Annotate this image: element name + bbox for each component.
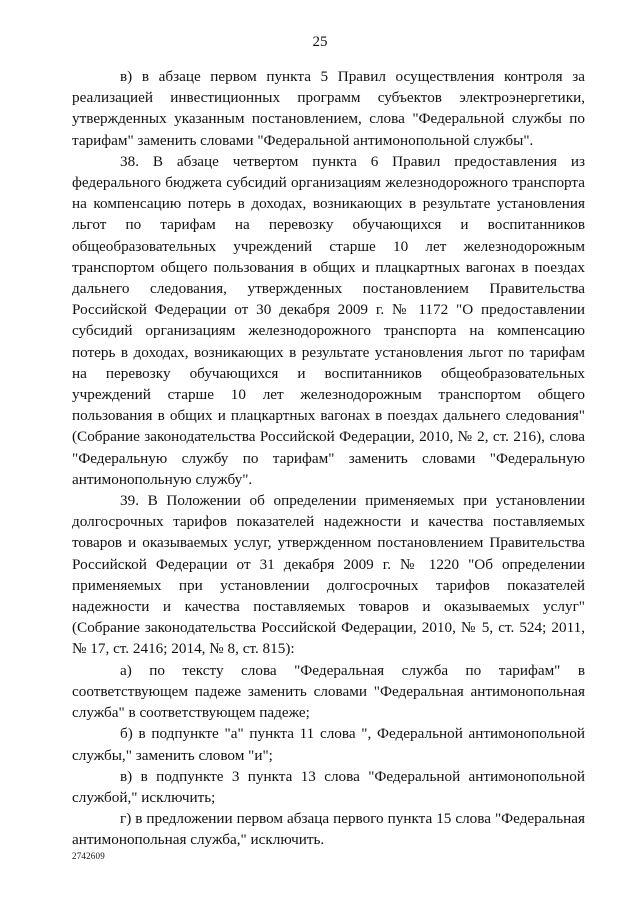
paragraph-37-v: в) в абзаце первом пункта 5 Правил осуществления контроля за реализацией инвестиционных программ субъектов электроэнергетики, утвержденных указанным постановлением, слова "Федеральной службы по тарифам" заменить словами "Федеральной антимонопольной службы".: [72, 68, 585, 149]
page-number: 25: [312, 34, 328, 50]
paragraph-38: 38. В абзаце четвертом пункта 6 Правил предоставления из федерального бюджета субсидий организациям железнодорожного транспорта на компенсацию потерь в доходах, возникающих в результате установления льгот по тарифам на перевозку обучающихся и воспитанников общеобразовательных учреждений старше 10 лет железнодорожным транспортом общего пользования в общих и плацкартных вагонах в поездах дальнего следования, утвержденных постановлением Правительства Российской Федерации от 30 декабря 2009 г. № 1172 "О предоставлении субсидий организациям железнодорожного транспорта на компенсацию потерь в доходах, возникающих в результате установления льгот по тарифам на перевозку обучающихся и воспитанников общеобразовательных учреждений старше 10 лет железнодорожным транспортом общего пользования в общих и плацкартных вагонах в поездах дальнего следования" (Собрание законодательства Российской Федерации, 2010, № 2, ст. 216), слова "Федеральную службу по тарифам" заменить словами "Федеральную антимонопольную службу".: [72, 152, 585, 488]
document-code: 2742609: [72, 851, 105, 861]
paragraph-39-a: а) по тексту слова "Федеральная служба по тарифам" в соответствующем падеже заменить словами "Федеральная антимонопольная служба" в соответствующем падеже;: [72, 661, 585, 722]
document-body: [72, 66, 585, 851]
paragraph-39: 39. В Положении об определении применяемых при установлении долгосрочных тарифов показателей надежности и качества поставляемых товаров и оказываемых услуг, утвержденном постановлением Правительства Российской Федерации от 31 декабря 2009 г. № 1220 "Об определении применяемых при установлении долгосрочных тарифов показателей надежности и качества поставляемых товаров и оказываемых услуг" (Собрание законодательства Российской Федерации, 2010, № 5, ст. 524; 2011, № 17, ст. 2416; 2014, № 8, ст. 815):: [72, 492, 585, 658]
paragraph-39-b: б) в подпункте "а" пункта 11 слова ", Федеральной антимонопольной службы," заменить словом "и";: [72, 725, 585, 764]
paragraph-39-v: в) в подпункте 3 пункта 13 слова "Федеральной антимонопольной службой," исключить;: [72, 767, 585, 806]
paragraph-39-g: г) в предложении первом абзаца первого пункта 15 слова "Федеральная антимонопольная служба," исключить.: [72, 810, 585, 849]
